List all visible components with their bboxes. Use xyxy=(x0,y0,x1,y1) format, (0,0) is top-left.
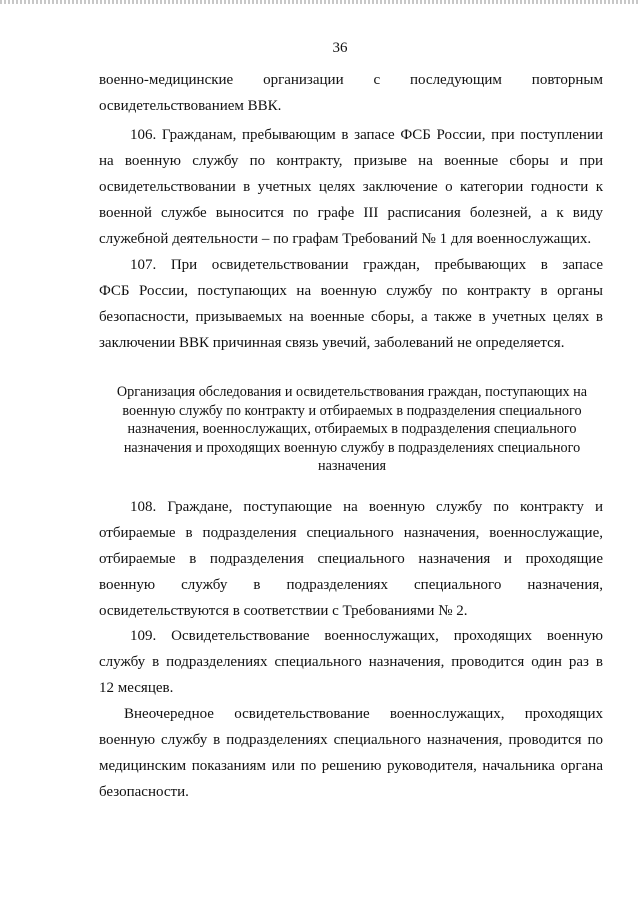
paragraph-line: на военную службу по контракту, призыве на военные сборы и при xyxy=(99,153,603,169)
heading-line: назначения и проходящих военную службу в подразделениях специального xyxy=(123,439,581,456)
paragraph-106 xyxy=(99,122,603,252)
paragraph-line: заключении ВВК причинная связь увечий, заболеваний не определяется. xyxy=(99,335,565,351)
paragraph-line: 109. Освидетельствование военнослужащих, проходящих военную xyxy=(130,628,603,644)
paragraph-line: освидетельствованием ВВК. xyxy=(99,98,282,114)
paragraph-line: безопасности, призываемых на военные сборы, а также в учетных целях в xyxy=(99,309,603,325)
paragraph-line: военно-медицинские организации с последующим повторным xyxy=(99,72,603,88)
paragraph-line: 107. При освидетельствовании граждан, пребывающих в запасе xyxy=(130,257,603,273)
heading-line: Организация обследования и освидетельствования граждан, поступающих на xyxy=(116,384,588,400)
paragraph-line: безопасности. xyxy=(99,784,189,800)
paragraph-extraordinary xyxy=(99,701,603,805)
paragraph-line: отбираемые в подразделения специального назначения, военнослужащие, xyxy=(99,525,603,541)
paragraph-line: освидетельствовании в учетных целях заключение о категории годности к xyxy=(99,179,603,195)
paragraph-line: военной службе выносится по графе III расписания болезней, а к виду xyxy=(99,205,603,221)
page-number: 36 xyxy=(332,40,348,56)
paragraph-line: 106. Гражданам, пребывающим в запасе ФСБ России, при поступлении xyxy=(130,127,603,143)
heading-line: военную службу по контракту и отбираемых в подразделения специального xyxy=(122,402,582,419)
paragraph-line: Внеочередное освидетельствование военнослужащих, проходящих xyxy=(124,706,603,722)
paragraph-line: отбираемые в подразделения специального назначения и проходящие xyxy=(99,551,603,567)
heading-line: назначения, военнослужащих, отбираемых в подразделения специального xyxy=(127,421,577,437)
paragraph-line: освидетельствуются в соответствии с Требованиями № 2. xyxy=(99,603,468,619)
paragraph-line: 12 месяцев. xyxy=(99,680,174,696)
heading-line: назначения xyxy=(318,458,386,474)
paragraph-line: военную службу в подразделениях специального назначения, xyxy=(99,577,603,593)
paragraph-line: службу в подразделениях специального назначения, проводится один раз в xyxy=(99,654,603,670)
paragraph-107 xyxy=(99,252,603,356)
paragraph-line: ФСБ России, поступающих на военную службу по контракту в органы xyxy=(99,283,603,299)
paragraph-line: служебной деятельности – по графам Требований № 1 для военнослужащих. xyxy=(99,231,592,247)
scan-edge-rule xyxy=(0,0,640,4)
paragraph-continuation xyxy=(99,67,603,119)
paragraph-line: медицинским показаниям или по решению руководителя, начальника органа xyxy=(99,758,603,774)
paragraph-line: военную службу в подразделениях специального назначения, проводится по xyxy=(99,732,603,748)
paragraph-109 xyxy=(99,623,603,701)
paragraph-108 xyxy=(99,494,603,624)
section-heading xyxy=(96,383,608,476)
paragraph-line: 108. Граждане, поступающие на военную службу по контракту и xyxy=(130,499,603,515)
